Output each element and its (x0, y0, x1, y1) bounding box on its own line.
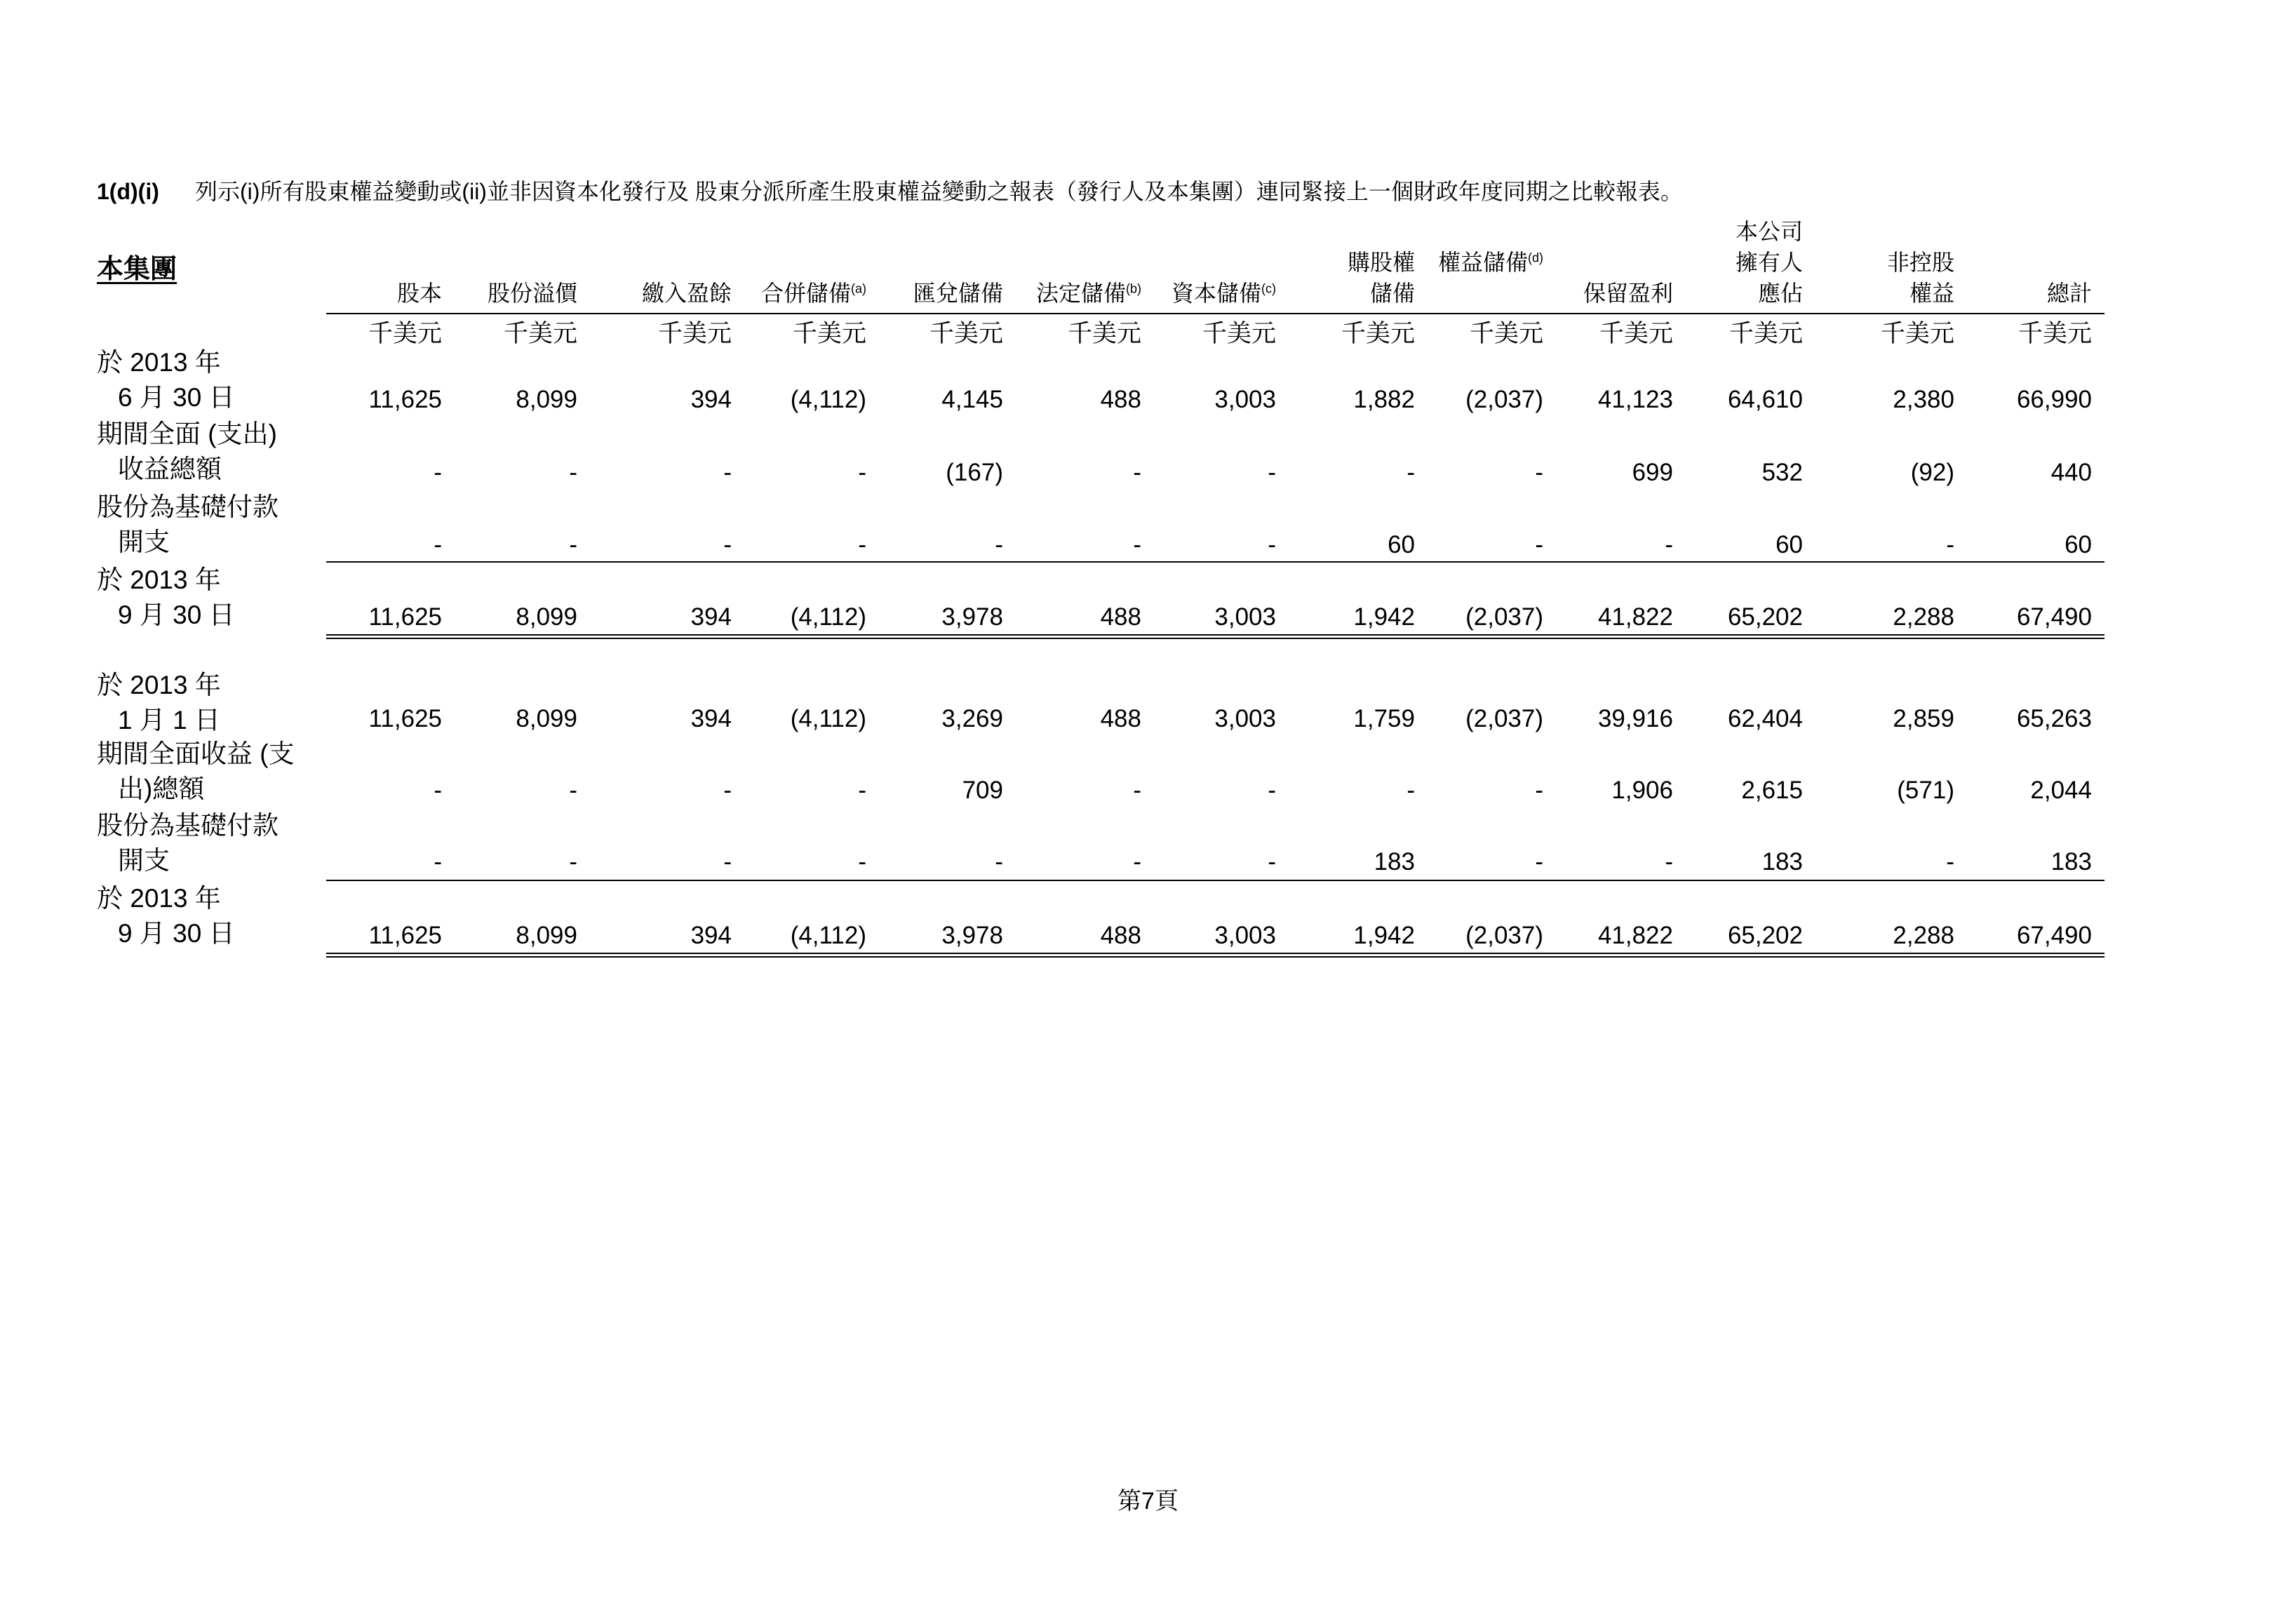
table-cell: 41,123 (1597, 386, 1673, 413)
row-label-line: 開支 (118, 528, 170, 556)
table-cell: (2,037) (1465, 922, 1543, 949)
page-number: 第7頁 (1117, 1488, 1179, 1515)
table-cell: - (1268, 531, 1276, 558)
table-cell: - (434, 459, 442, 486)
table-cell: 66,990 (2016, 386, 2092, 413)
table-cell: 488 (1100, 386, 1141, 413)
table-cell: (2,037) (1465, 603, 1543, 631)
table-cell: - (1535, 777, 1543, 804)
table-cell: - (1133, 531, 1141, 558)
table-cell: - (1268, 459, 1276, 486)
table-cell: 65,263 (2016, 705, 2092, 732)
table-cell: - (1535, 459, 1543, 486)
table-cell: 41,822 (1597, 603, 1673, 631)
table-cell: - (723, 531, 732, 558)
table-cell: 41,822 (1597, 922, 1673, 949)
table-cell: - (1535, 848, 1543, 875)
row-label-line: 開支 (118, 846, 170, 875)
table-cell: 3,269 (941, 705, 1003, 732)
column-unit: 千美元 (1341, 320, 1415, 347)
column-header-line: 總計 (2046, 281, 2092, 306)
column-header-line: 繳入盈餘 (641, 281, 732, 306)
column-header-line: 合併儲備$^{(a)}$ (760, 281, 866, 306)
table-cell: 2,380 (1893, 386, 1954, 413)
table-cell: 3,978 (941, 922, 1003, 949)
table-cell: (4,112) (790, 386, 866, 413)
table-cell: - (434, 531, 442, 558)
column-header-line: 應佔 (1757, 281, 1803, 306)
column-header-line: 本公司 (1735, 219, 1803, 244)
footnote-marker: (c) (1261, 281, 1276, 296)
table-cell: - (723, 459, 732, 486)
column-unit: 千美元 (1067, 320, 1141, 347)
column-header (591, 278, 732, 309)
row-label (97, 490, 278, 560)
table-cell: 1,882 (1353, 386, 1415, 413)
column-header-line: 資本儲備$^{(c)}$ (1171, 281, 1276, 306)
column-unit: 千美元 (1728, 320, 1803, 347)
table-cell: 8,099 (516, 922, 577, 949)
column-header (437, 278, 577, 309)
table-cell: - (995, 531, 1003, 558)
table-cell: - (723, 848, 732, 875)
table-cell: 1,906 (1611, 777, 1673, 804)
column-header (726, 278, 866, 309)
total-double-rule (326, 953, 2104, 958)
table-cell: 2,044 (2030, 777, 2092, 804)
row-label (97, 563, 235, 633)
table-cell: - (858, 459, 866, 486)
table-cell: 67,490 (2016, 603, 2092, 631)
table-cell: - (569, 531, 577, 558)
footnote-marker: (d) (1528, 250, 1543, 265)
row-label (97, 737, 295, 807)
table-cell: 60 (1388, 531, 1415, 558)
total-double-rule (326, 634, 2104, 639)
table-cell: 1,759 (1353, 705, 1415, 732)
column-header-line: 股本 (396, 281, 442, 306)
table-cell: 699 (1632, 459, 1673, 486)
table-cell: (2,037) (1465, 386, 1543, 413)
column-header-line: 購股權 (1347, 250, 1415, 275)
column-unit: 千美元 (503, 320, 577, 347)
table-cell: (4,112) (790, 705, 866, 732)
table-cell: 394 (690, 386, 732, 413)
table-cell: 11,625 (368, 922, 442, 949)
row-label-line: 6 月 30 日 (118, 383, 235, 412)
column-header-line: 法定儲備$^{(b)}$ (1035, 281, 1141, 306)
section-heading-text: 列示(i)所有股東權益變動或(ii)並非因資本化發行及 股東分派所產生股東權益變動之報表（發行人及本集團）連同緊接上一個財政年度同期之比較報表。 (195, 179, 1683, 204)
row-label-line: 期間全面收益 (支 (97, 739, 295, 768)
table-cell: - (1535, 531, 1543, 558)
table-cell: (92) (1910, 459, 1954, 486)
table-cell: 2,288 (1893, 603, 1954, 631)
table-cell: 2,288 (1893, 922, 1954, 949)
table-cell: 532 (1761, 459, 1803, 486)
table-cell: 8,099 (516, 705, 577, 732)
table-cell: 60 (1775, 531, 1803, 558)
table-cell: 4,145 (941, 386, 1003, 413)
table-cell: - (569, 848, 577, 875)
row-label-line: 於 2013 年 (97, 671, 221, 699)
table-cell: 2,615 (1741, 777, 1803, 804)
row-label-line: 9 月 30 日 (118, 600, 235, 629)
table-cell: - (1268, 848, 1276, 875)
column-header-line: 權益 (1909, 281, 1954, 306)
header-rule (326, 313, 2104, 314)
table-cell: (2,037) (1465, 705, 1543, 732)
column-unit: 千美元 (1599, 320, 1673, 347)
table-cell: (4,112) (790, 922, 866, 949)
table-cell: (4,112) (790, 603, 866, 631)
table-cell: - (858, 777, 866, 804)
table-cell: 3,003 (1214, 386, 1276, 413)
table-cell: - (1407, 777, 1415, 804)
table-cell: 62,404 (1727, 705, 1803, 732)
subtotal-rule (326, 880, 2104, 881)
subtotal-rule (326, 561, 2104, 563)
column-header-line: 非控股 (1886, 250, 1954, 275)
column-header-line: 儲備 (1369, 281, 1415, 306)
table-cell: - (1133, 777, 1141, 804)
table-cell: - (1946, 531, 1954, 558)
column-header-line: 擁有人 (1735, 250, 1803, 275)
table-cell: 39,916 (1597, 705, 1673, 732)
row-label (97, 808, 278, 878)
section-heading (97, 174, 1683, 206)
table-cell: 8,099 (516, 386, 577, 413)
table-cell: - (995, 848, 1003, 875)
column-header (1136, 278, 1276, 309)
table-cell: - (569, 777, 577, 804)
table-cell: 394 (690, 922, 732, 949)
column-unit: 千美元 (792, 320, 866, 347)
table-cell: 709 (962, 777, 1003, 804)
section-number: 1(d)(i) (97, 179, 159, 204)
table-cell: 440 (2050, 459, 2092, 486)
table-cell: 65,202 (1727, 603, 1803, 631)
table-cell: 1,942 (1353, 922, 1415, 949)
table-cell: 65,202 (1727, 922, 1803, 949)
column-header (1403, 247, 1543, 278)
table-cell: 8,099 (516, 603, 577, 631)
column-header-line: 股份溢價 (487, 281, 577, 306)
column-header-line: 匯兌儲備 (913, 281, 1003, 306)
table-cell: - (1268, 777, 1276, 804)
group-title: 本集團 (97, 255, 177, 284)
table-cell: - (858, 531, 866, 558)
row-label-line: 期間全面 (支出) (97, 420, 277, 448)
row-label (97, 345, 235, 415)
table-cell: 488 (1100, 705, 1141, 732)
table-cell: - (569, 459, 577, 486)
column-unit: 千美元 (1202, 320, 1276, 347)
column-header-line: 權益儲備$^{(d)}$ (1437, 250, 1543, 275)
table-cell: - (1133, 848, 1141, 875)
table-cell: - (434, 848, 442, 875)
column-header (302, 278, 442, 309)
row-label-line: 於 2013 年 (97, 348, 221, 377)
row-label (97, 668, 221, 738)
table-cell: - (858, 848, 866, 875)
column-unit: 千美元 (1469, 320, 1543, 347)
table-cell: 183 (1374, 848, 1415, 875)
row-label (97, 417, 277, 487)
column-unit: 千美元 (657, 320, 732, 347)
column-header (1814, 247, 1954, 309)
column-unit: 千美元 (1880, 320, 1954, 347)
row-label-line: 收益總額 (118, 455, 222, 483)
table-cell: 3,978 (941, 603, 1003, 631)
table-cell: 11,625 (368, 603, 442, 631)
column-header (1001, 278, 1141, 309)
row-label-line: 出)總額 (118, 774, 205, 803)
table-cell: 11,625 (368, 705, 442, 732)
column-header-line: 保留盈利 (1583, 281, 1673, 306)
row-label-line: 於 2013 年 (97, 884, 221, 913)
table-cell: 3,003 (1214, 603, 1276, 631)
row-label-line: 於 2013 年 (97, 565, 221, 594)
column-unit: 千美元 (929, 320, 1003, 347)
table-cell: 488 (1100, 603, 1141, 631)
footnote-marker: (a) (851, 281, 866, 296)
table-cell: (571) (1897, 777, 1954, 804)
column-header (1663, 216, 1803, 309)
column-unit: 千美元 (2018, 320, 2092, 347)
column-header (1275, 247, 1415, 309)
table-cell: 2,859 (1893, 705, 1954, 732)
table-cell: - (434, 777, 442, 804)
table-cell: 488 (1100, 922, 1141, 949)
column-header (1952, 278, 2092, 309)
table-cell: - (1946, 848, 1954, 875)
column-header (863, 278, 1003, 309)
row-label-line: 股份為基礎付款 (97, 492, 278, 521)
table-cell: - (723, 777, 732, 804)
table-cell: 183 (1761, 848, 1803, 875)
table-cell: - (1665, 531, 1673, 558)
table-cell: 394 (690, 603, 732, 631)
row-label (97, 881, 235, 951)
row-label-line: 1 月 1 日 (118, 706, 220, 734)
table-cell: 183 (2050, 848, 2092, 875)
table-cell: 1,942 (1353, 603, 1415, 631)
table-cell: - (1665, 848, 1673, 875)
table-cell: 3,003 (1214, 922, 1276, 949)
table-cell: 11,625 (368, 386, 442, 413)
table-cell: 67,490 (2016, 922, 2092, 949)
row-label-line: 9 月 30 日 (118, 919, 235, 948)
footnote-marker: (b) (1126, 281, 1141, 296)
table-cell: - (1133, 459, 1141, 486)
table-cell: 3,003 (1214, 705, 1276, 732)
row-label-line: 股份為基礎付款 (97, 811, 278, 840)
table-cell: 64,610 (1727, 386, 1803, 413)
column-unit: 千美元 (368, 320, 442, 347)
table-cell: - (1407, 459, 1415, 486)
column-header (1533, 278, 1673, 309)
table-cell: (167) (946, 459, 1003, 486)
table-cell: 394 (690, 705, 732, 732)
table-cell: 60 (2065, 531, 2092, 558)
